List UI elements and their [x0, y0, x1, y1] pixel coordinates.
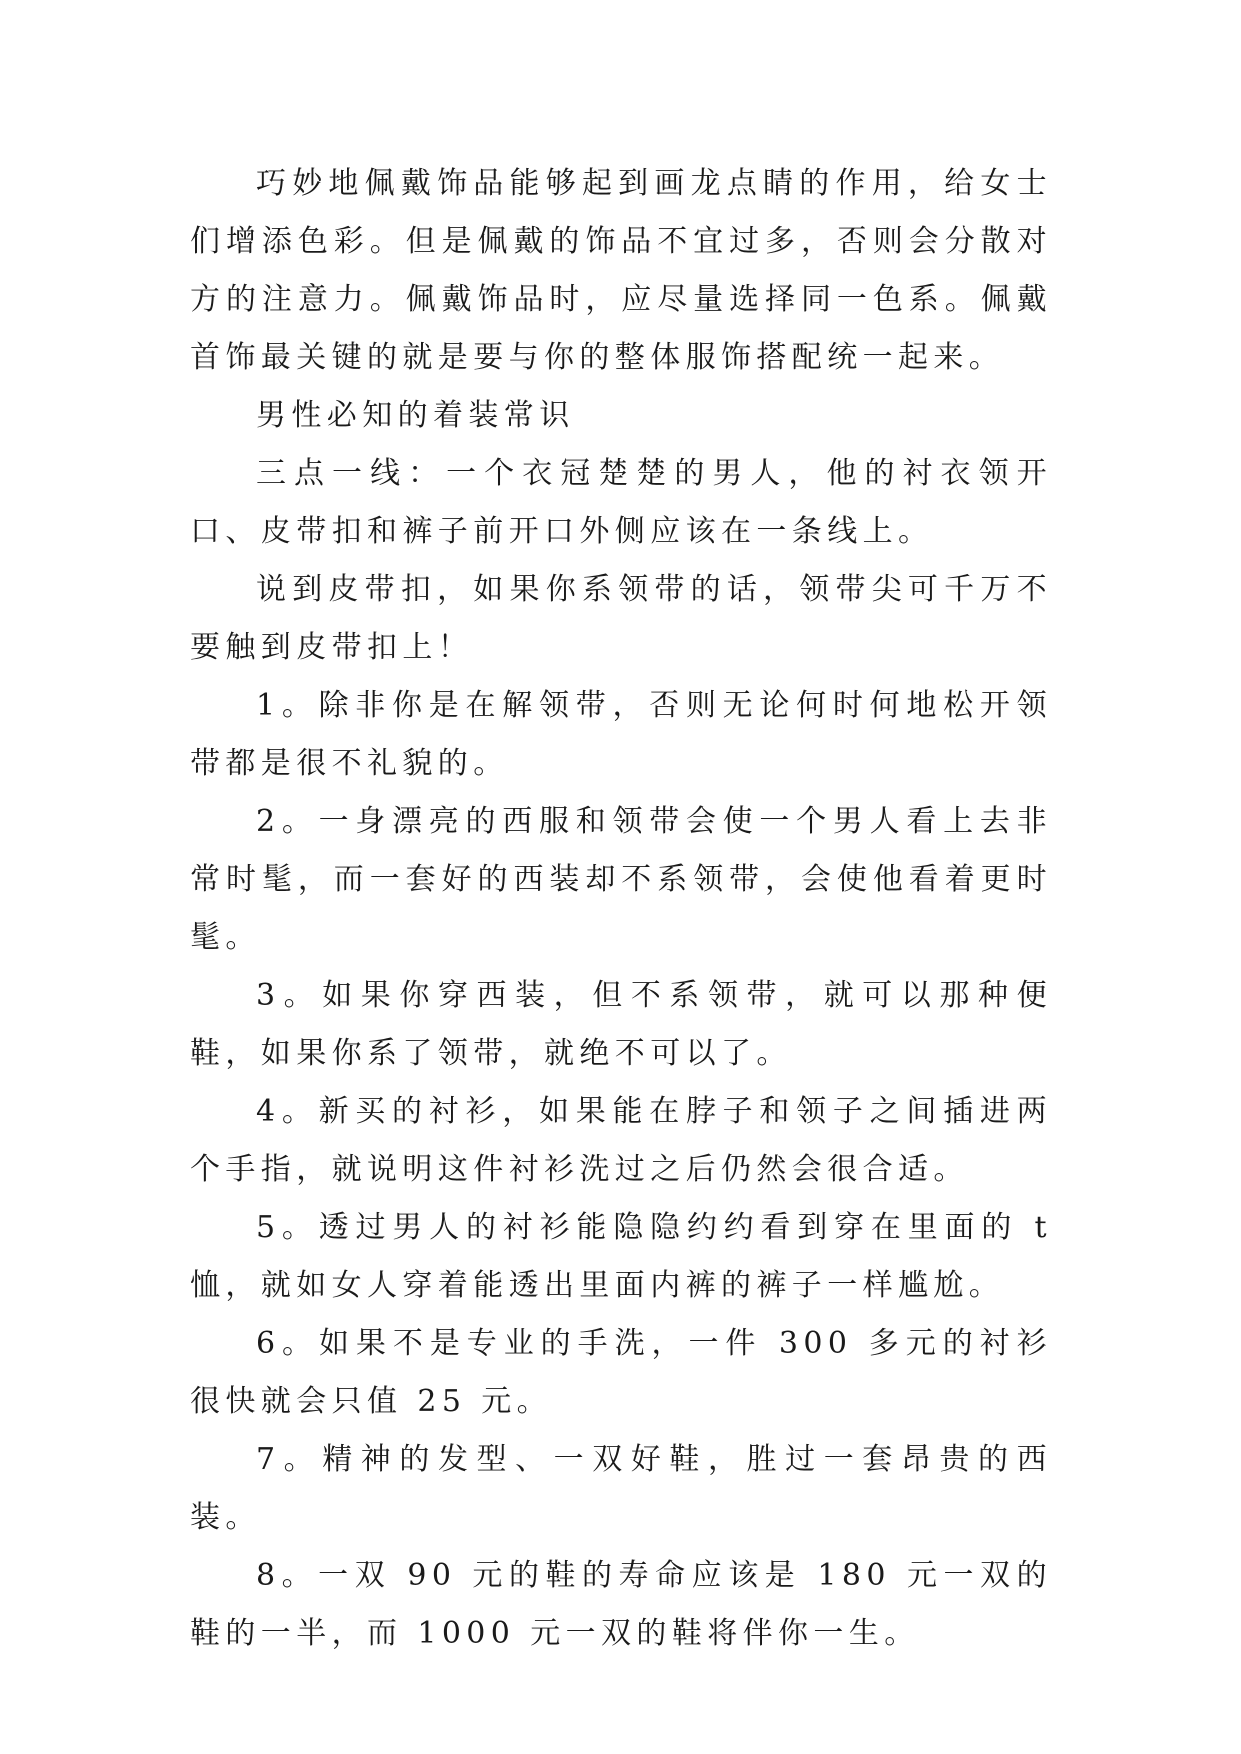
- list-item-4: 4。新买的衬衫，如果能在脖子和领子之间插进两个手指，就说明这件衬衫洗过之后仍然会很合适。: [190, 1094, 1052, 1187]
- list-item-1: 1。除非你是在解领带，否则无论何时何地松开领带都是很不礼貌的。: [190, 688, 1052, 781]
- paragraph-accessories: 巧妙地佩戴饰品能够起到画龙点睛的作用，给女士们增添色彩。但是佩戴的饰品不宜过多，否则会分散对方的注意力。佩戴饰品时，应尽量选择同一色系。佩戴首饰最关键的就是要与你的整体服饰搭配统一起来。: [190, 166, 1052, 375]
- list-item-5: 5。透过男人的衬衫能隐隐约约看到穿在里面的 t 恤，就如女人穿着能透出里面内裤的裤子一样尴尬。: [190, 1210, 1052, 1303]
- paragraph-three-point-line: 三点一线：一个衣冠楚楚的男人，他的衬衣领开口、皮带扣和裤子前开口外侧应该在一条线上。: [190, 456, 1052, 549]
- list-item-6: 6。如果不是专业的手洗，一件 300 多元的衬衫很快就会只值 25 元。: [190, 1326, 1052, 1419]
- document-body: [190, 155, 1052, 1663]
- list-item-2: 2。一身漂亮的西服和领带会使一个男人看上去非常时髦，而一套好的西装却不系领带，会使他看着更时髦。: [190, 804, 1052, 955]
- paragraph-belt-buckle: 说到皮带扣，如果你系领带的话，领带尖可千万不要触到皮带扣上！: [190, 572, 1052, 665]
- list-item-3: 3。如果你穿西装，但不系领带，就可以那种便鞋，如果你系了领带，就绝不可以了。: [190, 978, 1052, 1071]
- list-item-8: 8。一双 90 元的鞋的寿命应该是 180 元一双的鞋的一半，而 1000 元一双的鞋将伴你一生。: [190, 1558, 1052, 1651]
- list-item-7: 7。精神的发型、一双好鞋，胜过一套昂贵的西装。: [190, 1442, 1052, 1535]
- section-heading: 男性必知的着装常识: [256, 398, 575, 433]
